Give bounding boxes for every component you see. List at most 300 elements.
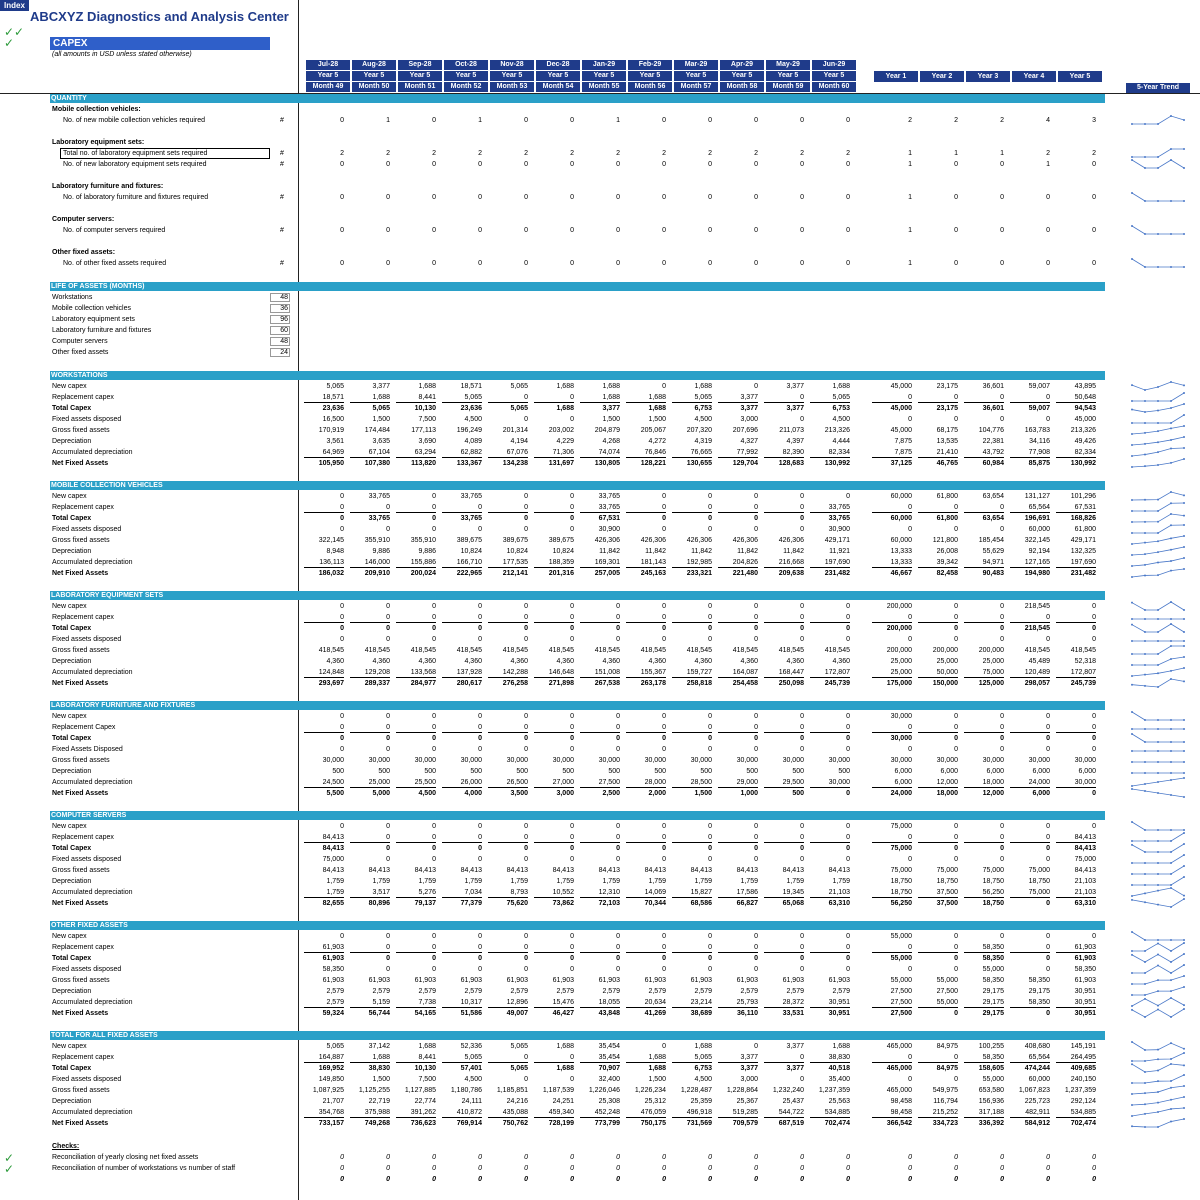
trend-point	[1183, 609, 1185, 611]
year-value: 240,150	[1070, 1076, 1096, 1083]
year-value: 0	[1000, 823, 1004, 830]
trend-point	[1157, 400, 1159, 402]
month-value: 10,130	[414, 1065, 436, 1072]
year-value: 58,350	[982, 955, 1004, 962]
trend-point	[1157, 1008, 1159, 1010]
month-number-header: Month 56	[628, 82, 672, 92]
month-value: 728,199	[548, 1120, 574, 1127]
month-value: 170,919	[318, 427, 344, 434]
month-value: 209,910	[364, 570, 390, 577]
month-value: 20,634	[626, 998, 666, 1008]
year-value: 0	[908, 966, 912, 973]
month-value: 0	[708, 526, 712, 533]
month-value: 749,268	[364, 1120, 390, 1127]
year-value: 200,000	[886, 625, 912, 632]
year-header: Year 5	[582, 71, 626, 81]
year-value: 0	[1010, 393, 1050, 403]
month-value: 4,500	[418, 790, 436, 797]
month-value: 58,350	[322, 966, 344, 973]
year-value: 0	[954, 1010, 958, 1017]
trend-point	[1183, 167, 1185, 169]
asset-life-input[interactable]: 48	[270, 337, 290, 346]
trend-point	[1170, 447, 1172, 449]
month-value: 0	[570, 713, 574, 720]
trend-point	[1131, 750, 1133, 752]
month-value: 500	[792, 768, 804, 775]
month-value: 1,759	[694, 878, 712, 885]
year-value: 0	[954, 746, 958, 753]
year-value: 68,175	[936, 427, 958, 434]
trend-point	[1157, 1058, 1159, 1060]
month-number-header: Month 59	[766, 82, 810, 92]
month-value: 124,848	[304, 668, 344, 678]
month-value: 0	[754, 493, 758, 500]
trend-point	[1131, 455, 1133, 457]
month-value: 0	[570, 746, 574, 753]
month-value: 0	[764, 393, 804, 403]
trend-point	[1183, 1085, 1185, 1087]
trend-sparkline	[1130, 734, 1186, 743]
month-value: 0	[800, 260, 804, 267]
month-value: 3,377	[740, 405, 758, 412]
month-value: 435,088	[488, 1108, 528, 1118]
month-value: 0	[764, 723, 804, 733]
month-value: 2,000	[648, 790, 666, 797]
trend-point	[1170, 906, 1172, 908]
year-value: 6,000	[1032, 768, 1050, 775]
trend-point	[1170, 524, 1172, 526]
trend-sparkline	[1130, 415, 1186, 424]
trend-point	[1131, 156, 1133, 158]
trend-point	[1144, 521, 1146, 523]
month-value: 25,359	[690, 1098, 712, 1105]
month-value: 0	[534, 1053, 574, 1063]
year-value: 27,500	[936, 988, 958, 995]
year-value: 0	[1092, 194, 1096, 201]
trend-header: 5-Year Trend	[1126, 83, 1190, 93]
year-value: 61,800	[936, 493, 958, 500]
trend-point	[1157, 750, 1159, 752]
month-value: 0	[488, 503, 528, 513]
trend-sparkline	[1130, 503, 1186, 512]
month-value: 8,441	[396, 393, 436, 403]
month-value: 2	[524, 150, 528, 157]
check-label: Reconciliation of number of workstations vs number of staff	[52, 1165, 236, 1172]
column-divider	[298, 0, 299, 1200]
year-value: 0	[1046, 735, 1050, 742]
check-value: 0	[340, 1165, 344, 1172]
month-value: 1,688	[602, 383, 620, 390]
trend-point	[1131, 1104, 1133, 1106]
month-value: 418,545	[778, 647, 804, 654]
year-value: 98,458	[872, 1108, 912, 1118]
year-value: 196,691	[1024, 515, 1050, 522]
asset-life-input[interactable]: 24	[270, 348, 290, 357]
year-value: 30,951	[1056, 998, 1096, 1008]
month-value: 23,636	[322, 405, 344, 412]
month-value: 500	[516, 768, 528, 775]
check-value: 0	[1046, 1176, 1050, 1183]
month-value: 213,326	[824, 427, 850, 434]
trend-point	[1131, 840, 1133, 842]
month-value: 355,910	[364, 537, 390, 544]
year-value: 2	[954, 117, 958, 124]
trend-point	[1157, 1069, 1159, 1071]
month-header: Jul-28	[306, 60, 350, 70]
trend-point	[1183, 832, 1185, 834]
year-value: 2	[1000, 117, 1004, 124]
month-value: 0	[524, 625, 528, 632]
trend-point	[1157, 792, 1159, 794]
year-value: 63,310	[1074, 900, 1096, 907]
month-value: 32,400	[598, 1076, 620, 1083]
year-value: 77,908	[1010, 448, 1050, 458]
trend-point	[1131, 159, 1133, 161]
check-value: 0	[1046, 1154, 1050, 1161]
month-value: 71,306	[534, 448, 574, 458]
year-value: 46,667	[890, 570, 912, 577]
trend-point	[1131, 653, 1133, 655]
month-value: 25,793	[718, 998, 758, 1008]
month-value: 0	[662, 515, 666, 522]
trend-point	[1157, 609, 1159, 611]
trend-point	[1144, 1103, 1146, 1105]
month-value: 2	[340, 150, 344, 157]
asset-life-input[interactable]: 36	[270, 304, 290, 313]
year-value: 27,500	[890, 988, 912, 995]
year-value: 0	[954, 845, 958, 852]
month-number-header: Month 55	[582, 82, 626, 92]
trend-point	[1144, 499, 1146, 501]
month-value: 11,842	[599, 548, 620, 555]
check-value: 0	[478, 1165, 482, 1172]
month-value: 28,500	[672, 778, 712, 788]
trend-point	[1157, 123, 1159, 125]
month-value: 0	[524, 515, 528, 522]
year-value: 0	[954, 955, 958, 962]
month-value: 0	[534, 503, 574, 513]
year-value: 52,318	[1074, 658, 1096, 665]
month-value: 0	[396, 943, 436, 953]
month-value: 5,065	[326, 383, 344, 390]
trend-point	[1144, 884, 1146, 886]
trend-point	[1170, 645, 1172, 647]
month-number-header: Month 52	[444, 82, 488, 92]
month-value: 0	[616, 746, 620, 753]
month-value: 1,688	[556, 1065, 574, 1072]
month-value: 0	[340, 713, 344, 720]
month-value: 181,143	[626, 558, 666, 568]
month-value: 1,759	[602, 878, 620, 885]
trend-point	[1183, 865, 1185, 867]
asset-life-input[interactable]: 96	[270, 315, 290, 324]
trend-point	[1131, 521, 1133, 523]
month-value: 0	[626, 833, 666, 843]
year-value: 43,792	[964, 448, 1004, 458]
trend-sparkline	[1130, 459, 1186, 468]
check-value: 0	[846, 1154, 850, 1161]
year-value: 61,903	[1074, 955, 1096, 962]
trend-point	[1131, 1009, 1133, 1011]
trend-point	[1157, 964, 1159, 966]
month-value: 43,848	[598, 1010, 620, 1017]
month-value: 21,707	[322, 1098, 344, 1105]
year-value: 0	[918, 393, 958, 403]
month-value: 0	[616, 603, 620, 610]
month-value: 1,759	[510, 878, 528, 885]
trend-point	[1144, 532, 1146, 534]
month-value: 773,799	[594, 1120, 620, 1127]
month-value: 2,579	[464, 988, 482, 995]
month-value: 0	[534, 613, 574, 623]
year-value: 90,483	[982, 570, 1004, 577]
year-value: 0	[1000, 636, 1004, 643]
year-value: 75,000	[964, 668, 1004, 678]
month-value: 1,237,359	[818, 1087, 850, 1094]
month-value: 30,000	[782, 757, 804, 764]
year-value: 0	[954, 856, 958, 863]
year-value: 30,000	[1074, 757, 1096, 764]
month-value: 84,413	[368, 867, 390, 874]
month-value: 4,360	[510, 658, 528, 665]
trend-point	[1183, 898, 1185, 900]
month-value: 2	[432, 150, 436, 157]
trend-sparkline	[1130, 723, 1186, 732]
trend-point	[1170, 549, 1172, 551]
year-header: Year 5	[398, 71, 442, 81]
month-value: 70,344	[644, 900, 666, 907]
month-header: Nov-28	[490, 60, 534, 70]
trend-point	[1131, 499, 1133, 501]
trend-point	[1157, 156, 1159, 158]
month-value: 245,739	[824, 680, 850, 687]
month-value: 1,759	[740, 878, 758, 885]
month-value: 3,377	[786, 1065, 804, 1072]
month-value: 0	[524, 1076, 528, 1083]
year-value: 6,000	[986, 768, 1004, 775]
month-value: 1,087,925	[312, 1087, 344, 1094]
year-value: 225,723	[1024, 1098, 1050, 1105]
month-value: 0	[432, 933, 436, 940]
month-value: 22,719	[368, 1098, 390, 1105]
section-header	[50, 701, 1105, 710]
trend-point	[1131, 972, 1133, 974]
year-value: 218,545	[1024, 603, 1050, 610]
month-value: 30,000	[736, 757, 758, 764]
trend-point	[1183, 741, 1185, 743]
month-value: 0	[478, 260, 482, 267]
month-value: 0	[580, 943, 620, 953]
month-value: 142,288	[488, 668, 528, 678]
year-value: 0	[954, 227, 958, 234]
month-value: 0	[340, 227, 344, 234]
month-value: 0	[488, 613, 528, 623]
trend-point	[1157, 884, 1159, 886]
trend-point	[1131, 123, 1133, 125]
trend-point	[1183, 1118, 1185, 1120]
row-label: No. of computer servers required	[63, 227, 166, 234]
row-label: Fixed assets disposed	[52, 856, 122, 863]
month-value: 0	[386, 625, 390, 632]
year-value: 0	[908, 636, 912, 643]
month-value: 0	[616, 260, 620, 267]
year-value: 0	[1046, 845, 1050, 852]
month-value: 61,903	[782, 977, 804, 984]
month-value: 0	[662, 966, 666, 973]
year-value: 213,326	[1070, 427, 1096, 434]
annual-header: Year 3	[966, 71, 1010, 82]
row-label: Gross fixed assets	[52, 1087, 110, 1094]
month-value: 1,759	[832, 878, 850, 885]
trend-point	[1131, 466, 1133, 468]
month-value: 0	[570, 933, 574, 940]
year-value: 465,000	[886, 1065, 912, 1072]
trend-point	[1183, 148, 1185, 150]
check-value: 0	[570, 1176, 574, 1183]
month-value: 2	[386, 150, 390, 157]
month-value: 25,308	[598, 1098, 620, 1105]
trend-point	[1131, 1082, 1133, 1084]
month-value: 1,000	[740, 790, 758, 797]
year-value: 58,350	[982, 977, 1004, 984]
check-value: 0	[340, 1154, 344, 1161]
check-value: 0	[386, 1165, 390, 1172]
trend-point	[1170, 658, 1172, 660]
month-value: 11,921	[829, 548, 850, 555]
month-value: 276,258	[502, 680, 528, 687]
row-label: No. of new laboratory equipment sets required	[63, 161, 207, 168]
asset-life-input[interactable]: 60	[270, 326, 290, 335]
month-value: 4,360	[694, 658, 712, 665]
trend-point	[1131, 543, 1133, 545]
trend-point	[1131, 624, 1133, 626]
month-value: 84,413	[598, 867, 620, 874]
trend-point	[1131, 1060, 1133, 1062]
month-value: 0	[708, 845, 712, 852]
trend-point	[1170, 1016, 1172, 1018]
year-value: 0	[1092, 603, 1096, 610]
year-value: 0	[1092, 823, 1096, 830]
trend-point	[1131, 844, 1133, 846]
month-value: 418,545	[640, 647, 666, 654]
trend-sparkline	[1130, 943, 1186, 952]
trend-point	[1157, 233, 1159, 235]
row-label: No. of new mobile collection vehicles required	[63, 117, 206, 124]
month-value: 418,545	[686, 647, 712, 654]
month-value: 75,620	[506, 900, 528, 907]
month-value: 1,759	[326, 878, 344, 885]
month-value: 4,194	[510, 438, 528, 445]
year-value: 6,000	[894, 768, 912, 775]
month-value: 30,951	[828, 1010, 850, 1017]
month-value: 14,069	[626, 888, 666, 898]
year-value: 45,000	[890, 405, 912, 412]
month-value: 38,689	[690, 1010, 712, 1017]
year-value: 549,975	[932, 1087, 958, 1094]
section-title: MOBILE COLLECTION VEHICLES	[51, 482, 163, 489]
index-link[interactable]: Index	[0, 0, 29, 11]
year-value: 75,000	[936, 867, 958, 874]
year-value: 75,000	[1010, 888, 1050, 898]
month-value: 84,413	[552, 867, 574, 874]
month-value: 0	[570, 735, 574, 742]
year-value: 30,000	[936, 757, 958, 764]
check-value: 0	[662, 1165, 666, 1172]
year-value: 46,765	[936, 460, 958, 467]
month-value: 4,360	[372, 658, 390, 665]
year-header: Year 5	[444, 71, 488, 81]
trend-point	[1157, 953, 1159, 955]
year-value: 82,334	[1056, 448, 1096, 458]
row-label: Laboratory equipment sets	[52, 316, 135, 323]
month-value: 4,327	[740, 438, 758, 445]
month-value: 207,696	[732, 427, 758, 434]
trend-point	[1144, 266, 1146, 268]
section-title: WORKSTATIONS	[51, 372, 108, 379]
section-header	[50, 811, 1105, 820]
month-value: 0	[708, 117, 712, 124]
year-value: 65,564	[1010, 503, 1050, 513]
month-value: 0	[386, 161, 390, 168]
year-value: 25,000	[982, 658, 1004, 665]
month-value: 0	[478, 713, 482, 720]
row-label: Laboratory equipment sets:	[52, 139, 145, 146]
year-value: 0	[1000, 161, 1004, 168]
month-value: 0	[800, 636, 804, 643]
month-value: 61,903	[506, 977, 528, 984]
month-value: 80,896	[368, 900, 390, 907]
trend-point	[1183, 876, 1185, 878]
year-value: 116,794	[933, 1098, 958, 1105]
month-value: 267,538	[594, 680, 620, 687]
month-value: 375,988	[350, 1108, 390, 1118]
trend-sparkline	[1130, 514, 1186, 523]
month-value: 61,903	[304, 943, 344, 953]
check-icon: ✓	[4, 1162, 15, 1176]
trend-point	[1157, 409, 1159, 411]
month-value: 0	[662, 746, 666, 753]
trend-point	[1170, 640, 1172, 642]
row-label: Total Capex	[52, 735, 92, 742]
month-number-header: Month 50	[352, 82, 396, 92]
trend-point	[1183, 1074, 1185, 1076]
row-label: Net Fixed Assets	[52, 790, 109, 797]
month-value: 128,221	[640, 460, 666, 467]
month-value: 30,000	[414, 757, 436, 764]
year-value: 0	[964, 833, 1004, 843]
year-value: 0	[1046, 856, 1050, 863]
month-value: 245,163	[640, 570, 666, 577]
year-value: 200,000	[932, 647, 958, 654]
month-value: 0	[478, 161, 482, 168]
year-value: 336,392	[978, 1120, 1004, 1127]
year-value: 60,000	[1028, 526, 1050, 533]
check-value: 0	[432, 1165, 436, 1172]
month-value: 11,842	[645, 548, 666, 555]
month-value: 105,950	[318, 460, 344, 467]
month-value: 0	[764, 503, 804, 513]
month-value: 0	[846, 713, 850, 720]
year-value: 92,194	[1028, 548, 1050, 555]
month-value: 164,087	[718, 668, 758, 678]
check-value: 0	[386, 1176, 390, 1183]
year-value: 1	[908, 194, 912, 201]
month-value: 54,165	[414, 1010, 436, 1017]
month-value: 82,655	[322, 900, 344, 907]
asset-life-input[interactable]: 48	[270, 293, 290, 302]
year-value: 0	[954, 194, 958, 201]
year-value: 0	[908, 746, 912, 753]
